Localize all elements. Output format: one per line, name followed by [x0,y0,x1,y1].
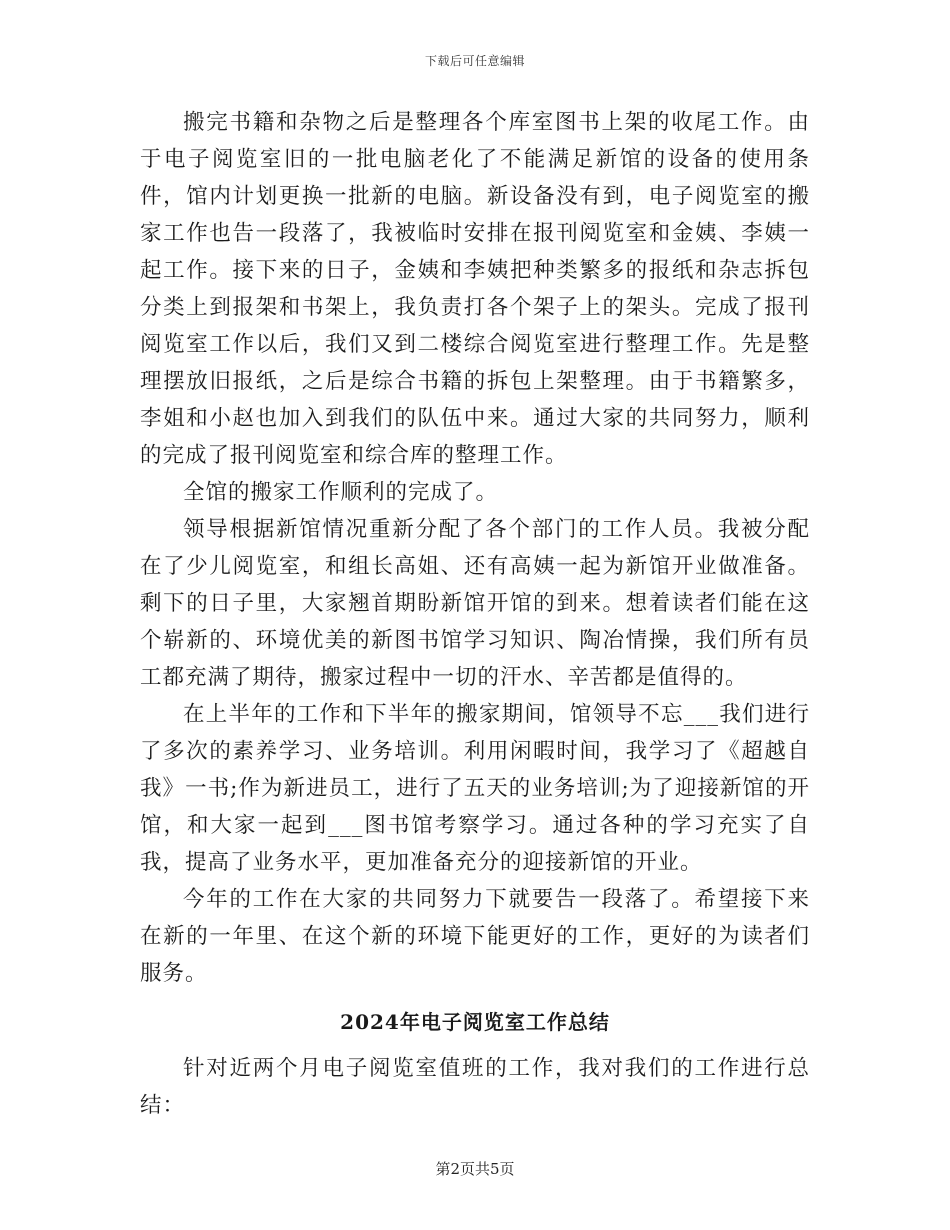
paragraph-moving-complete: 全馆的搬家工作顺利的完成了。 [183,480,499,505]
section-title: 2024年电子阅览室工作总结 [340,1010,610,1034]
paragraph-moving-wrapup: 搬完书籍和杂物之后是整理各个库室图书上架的收尾工作。由于电子阅览室旧的一批电脑老化了不能满足新馆的设备的使用条件，馆内计划更换一批新的电脑。新设备没有到，电子阅览室的搬家工作也告一段落了，我被临时安排在报刊阅览室和金姨、李姨一起工作。接下来的日子，金姨和李姨把种类繁多的报纸和杂志拆包分类上到报架和书架上，我负责打各个架子上的架头。完成了报刊阅览室工作以后，我们又到二楼综合阅览室进行整理工作。先是整理摆放旧报纸，之后是综合书籍的拆包上架整理。由于书籍繁多，李姐和小赵也加入到我们的队伍中来。通过大家的共同努力，顺利的完成了报刊阅览室和综合库的整理工作。 [140,110,810,468]
paragraph-staff-assignment: 领导根据新馆情况重新分配了各个部门的工作人员。我被分配在了少儿阅览室，和组长高姐、还有高姨一起为新馆开业做准备。剩下的日子里，大家翘首期盼新馆开馆的到来。想着读者们能在这个崭新的、环境优美的新图书馆学习知识、陶冶情操，我们所有员工都充满了期待，搬家过程中一切的汗水、辛苦都是值得的。 [140,517,810,690]
paragraph-summary-intro: 针对近两个月电子阅览室值班的工作，我对我们的工作进行总结： [140,1056,810,1118]
paragraph-closing: 今年的工作在大家的共同努力下就要告一段落了。希望接下来在新的一年里、在这个新的环境下能更好的工作，更好的为读者们服务。 [140,887,810,986]
page-header: 下载后可任意编辑 [424,54,525,68]
page-footer: 第2页共5页 [435,1160,515,1178]
document-body [140,104,810,1124]
paragraph-training: 在上半年的工作和下半年的搬家期间，馆领导不忘___我们进行了多次的素养学习、业务培训。利用闲暇时间，我学习了《超越自我》一书;作为新进员工，进行了五天的业务培训;为了迎接新馆的开馆，和大家一起到___图书馆考察学习。通过各种的学习充实了自我，提高了业务水平，更加准备充分的迎接新馆的开业。 [140,702,810,875]
